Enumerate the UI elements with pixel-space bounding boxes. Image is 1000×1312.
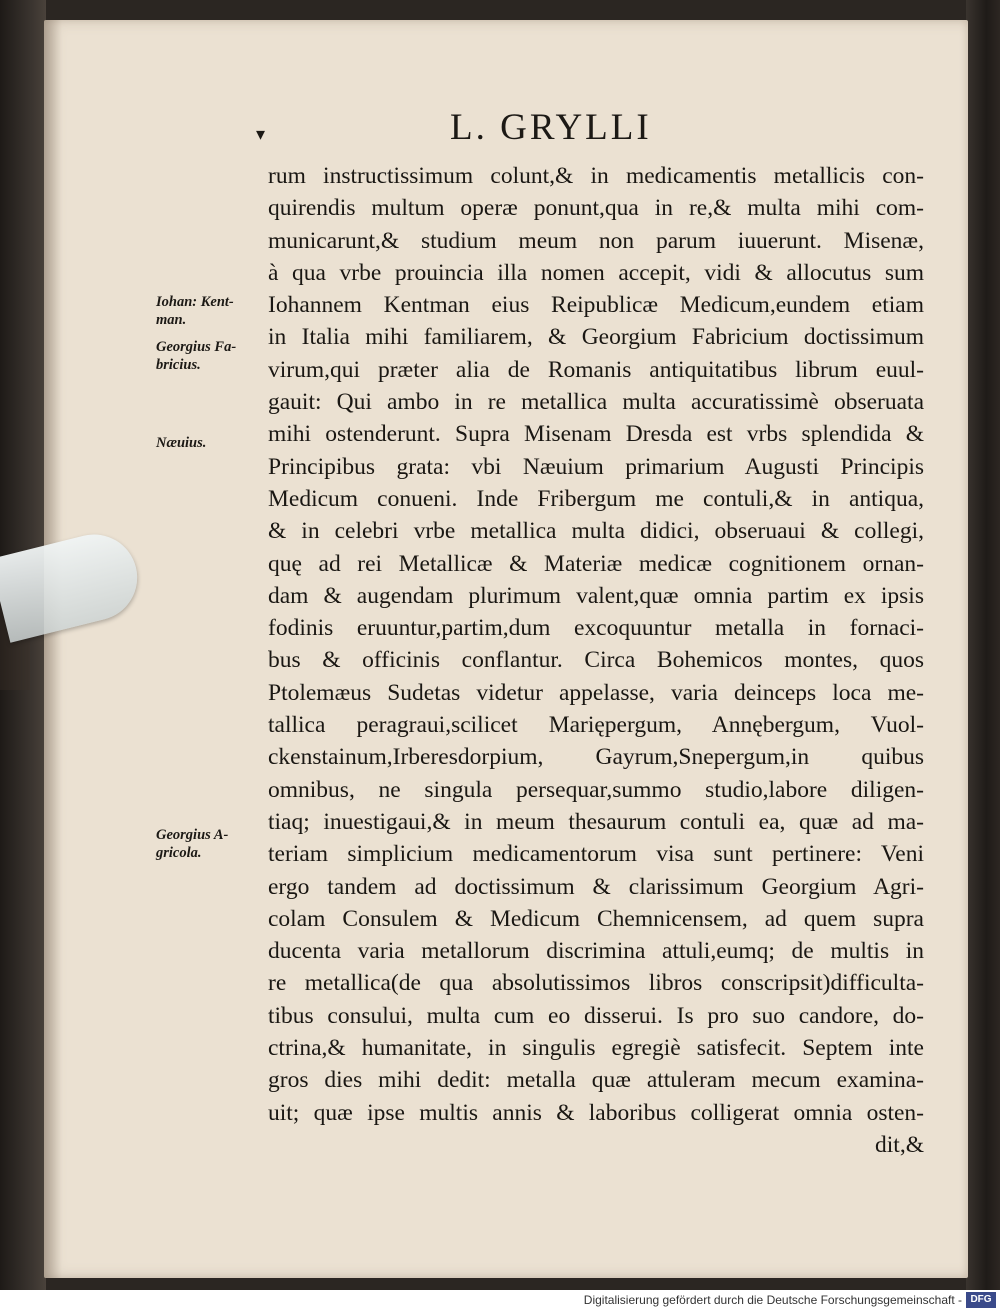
text-line: Principibus grata: vbi Næuium primarium Augusti Principis	[268, 453, 924, 480]
page-gutter-shadow	[44, 20, 62, 1278]
footer-credit: Digitalisierung gefördert durch die Deutsche Forschungsgemeinschaft -	[583, 1293, 962, 1307]
running-head: L. GRYLLI	[450, 107, 652, 148]
text-line: in Italia mihi familiarem, & Georgium Fabricium doctissimum	[268, 324, 924, 351]
text-line: municarunt,& studium meum non parum iuuerunt. Misenæ,	[268, 227, 924, 254]
dfg-logo: DFG	[966, 1292, 996, 1308]
text-line: tibus consului, multa cum eo disserui. Is pro suo candore, do-	[268, 1002, 924, 1029]
margin-note-agricola	[156, 826, 266, 862]
running-head-mark: ▾	[256, 124, 266, 144]
text-line: tiaq; inuestigaui,& in meum thesaurum contuli ea, quæ ad ma-	[268, 808, 924, 835]
text-line: ducenta varia metallorum discrimina attuli,eumq; de multis in	[268, 938, 924, 965]
text-line: ergo tandem ad doctissimum & clarissimum Georgium Agri-	[268, 873, 924, 900]
margin-note-naeuius	[156, 434, 266, 452]
text-line: colam Consulem & Medicum Chemnicensem, ad quem supra	[268, 905, 924, 932]
margin-note-line: Georgius Fa-	[156, 339, 237, 355]
text-line: Medicum conueni. Inde Fribergum me contuli,& in antiqua,	[268, 485, 924, 512]
body-text	[268, 160, 924, 1161]
text-line: fodinis eruuntur,partim,dum excoquuntur metalla in fornaci-	[268, 615, 924, 642]
digitization-footer	[0, 1290, 1000, 1312]
text-line: Ptolemæus Sudetas videtur appelasse, varia deinceps loca me-	[268, 679, 924, 706]
text-line: dam & augendam plurimum valent,quæ omnia partim ex ipsis	[268, 582, 924, 609]
text-line: ctrina,& humanitate, in singulis egregiè satisfecit. Septem inte	[268, 1035, 924, 1062]
text-line: quę ad rei Metallicæ & Materiæ medicæ cognitionem ornan-	[268, 550, 924, 577]
text-line: tallica peragraui,scilicet Mariępergum, Annębergum, Vuol-	[268, 712, 924, 739]
text-line: mihi ostenderunt. Supra Misenam Dresda est vrbs splendida &	[268, 421, 924, 448]
text-line: gauit: Qui ambo in re metallica multa accuratissimè obseruata	[268, 389, 924, 416]
text-line: bus & officinis conflantur. Circa Bohemicos montes, quos	[268, 647, 924, 674]
text-line: & in celebri vrbe metallica multa didici, obseruaui & collegi,	[268, 518, 924, 545]
text-line: quirendis multum operæ ponunt,qua in re,& multa mihi com-	[268, 195, 924, 222]
catchword-line: dit,&	[875, 1131, 924, 1158]
margin-note-line: Georgius A-	[156, 827, 229, 843]
text-line: gros dies mihi dedit: metalla quæ attuleram mecum examina-	[268, 1067, 924, 1094]
margin-note-line: man.	[156, 312, 187, 328]
margin-note-line: Næuius.	[156, 435, 207, 451]
binding-edge-right	[966, 0, 1000, 1290]
text-line: virum,qui præter alia de Romanis antiquitatibus librum euul-	[268, 356, 924, 383]
margin-note-kentman	[156, 293, 266, 329]
text-line: ckenstainum,Irberesdorpium, Gayrum,Snepergum,in quibus	[268, 744, 924, 771]
margin-note-line: gricola.	[156, 845, 202, 861]
margin-note-line: Iohan: Kent-	[156, 294, 234, 310]
text-line: omnibus, ne singula persequar,summo studio,labore diligen-	[268, 776, 924, 803]
text-line: Iohannem Kentman eius Reipublicæ Medicum,eundem etiam	[268, 292, 924, 319]
text-line: uit; quæ ipse multis annis & laboribus colligerat omnia osten-	[268, 1099, 924, 1126]
margin-note-line: bricius.	[156, 357, 201, 373]
text-line: re metallica(de qua absolutissimos libros conscripsit)difficulta-	[268, 970, 924, 997]
text-line: rum instructissimum colunt,& in medicamentis metallicis con-	[268, 163, 924, 189]
text-line: teriam simplicium medicamentorum visa sunt pertinere: Veni	[268, 841, 924, 868]
text-line: à qua vrbe prouincia illa nomen accepit, vidi & allocutus sum	[268, 259, 924, 286]
margin-note-fabricius	[156, 338, 266, 374]
